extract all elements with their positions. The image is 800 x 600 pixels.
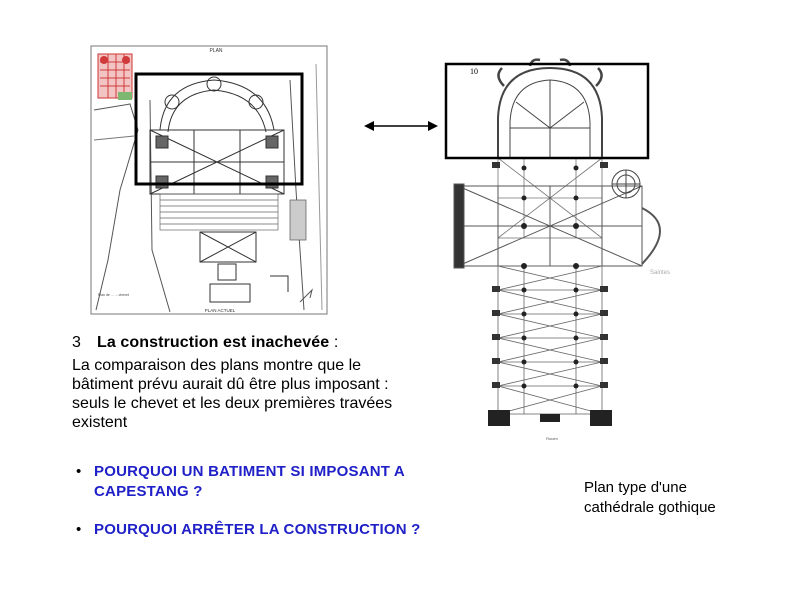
bullet-dot-icon: •	[76, 521, 82, 538]
comparison-double-arrow	[362, 116, 440, 136]
paragraph-line: seuls le chevet et les deux premières travées	[72, 395, 393, 412]
section-paragraph	[72, 356, 452, 432]
nave-drawing	[498, 266, 602, 414]
question-line: POURQUOI ARRÊTER LA CONSTRUCTION ?	[94, 521, 421, 538]
west-facade	[488, 410, 612, 426]
left-plan-footer: PLAN ACTUEL	[204, 308, 236, 313]
question-list	[76, 462, 496, 558]
cathedral-plan-caption	[584, 478, 784, 518]
right-plan-side-label: Saintes	[650, 270, 671, 276]
caption-line: cathédrale gothique	[584, 499, 716, 516]
side-chapel	[612, 170, 640, 198]
section-colon: :	[329, 334, 339, 351]
right-plan-box-label: 10	[470, 67, 478, 76]
gothic-cathedral-plan-figure	[440, 58, 710, 444]
right-plan-bottom-label: Rouen	[546, 436, 558, 441]
question-line: CAPESTANG ?	[94, 483, 203, 500]
apse-drawing	[498, 60, 602, 158]
choir-highlight-box	[446, 64, 648, 158]
section-heading	[72, 334, 338, 352]
question-why-imposing	[76, 462, 496, 502]
section-title: La construction est inachevée	[97, 334, 330, 351]
left-plan-title: PLAN	[209, 48, 223, 54]
section-number: 3	[72, 334, 81, 351]
left-plan-legend: Plan de ... ... chevet	[98, 293, 129, 297]
bullet-dot-icon: •	[76, 463, 82, 480]
paragraph-line: existent	[72, 414, 128, 431]
capestang-plan-figure	[90, 40, 328, 316]
caption-line: Plan type d'une	[584, 479, 687, 496]
red-location-plan	[98, 54, 132, 100]
paragraph-line: bâtiment prévu aurait dû être plus imposant :	[72, 376, 389, 393]
question-line: POURQUOI UN BATIMENT SI IMPOSANT A	[94, 463, 405, 480]
question-why-stop	[76, 520, 496, 540]
paragraph-line: La comparaison des plans montre que le	[72, 357, 362, 374]
